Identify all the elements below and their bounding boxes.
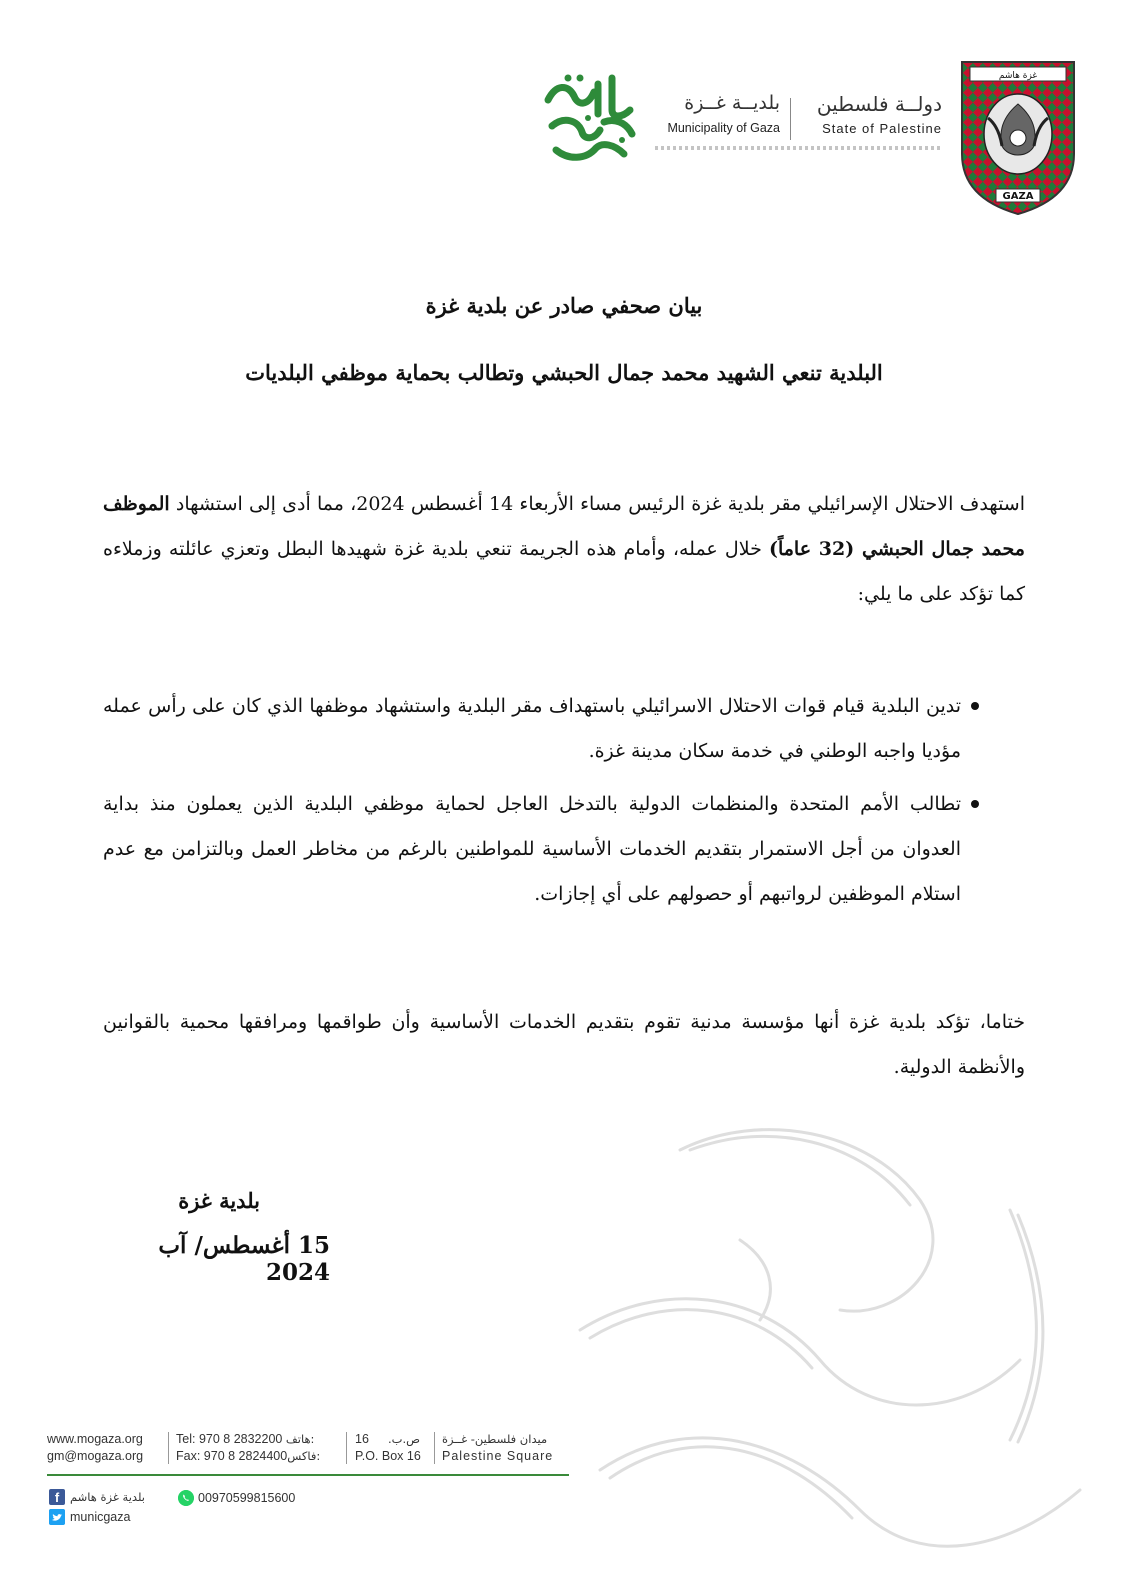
pobox-arabic: ص.ب. (388, 1432, 421, 1446)
fax-label-arabic: فاكس: (287, 1449, 321, 1463)
footer-tel (176, 1432, 314, 1446)
whatsapp-number[interactable]: 00970599815600 (198, 1491, 296, 1505)
list-item-text: تطالب الأمم المتحدة والمنظمات الدولية بالتدخل العاجل لحماية موظفي البلدية الذين يعملون منذ بداية العدوان من أجل الاستمرار بتقديم الخدمات الأساسية للمواطنين بالرغم من مخاطر العمل وبالتزامن مع عدم استلام الموظفين لرواتبهم أو حصولهم على أي إجازات. (103, 793, 961, 905)
gaza-municipality-seal (958, 58, 1078, 216)
state-name-english: State of Palestine (822, 121, 942, 136)
footer-website[interactable]: www.mogaza.org (47, 1432, 143, 1446)
whatsapp-icon[interactable] (178, 1490, 194, 1506)
intro-text-part1: استهدف الاحتلال الإسرائيلي مقر بلدية غزة الرئيس مساء الأربعاء 14 أغسطس 2024، مما أدى إلى استشهاد (169, 493, 1025, 515)
closing-paragraph: ختاما، تؤكد بلدية غزة أنها مؤسسة مدنية تقوم بتقديم الخدمات الأساسية وأن طواقمها ومرافقها محمية بالقوانين والأنظمة الدولية. (103, 1011, 1025, 1078)
state-name-arabic: دولــة فلسطين (816, 92, 942, 116)
fax-label: Fax: (176, 1449, 201, 1463)
header-decorative-line (655, 146, 943, 150)
municipality-name-english: Municipality of Gaza (667, 121, 780, 135)
martyr-name-bold: الموظف محمد جمال الحبشي (32 عاماً) (103, 493, 1025, 560)
seal-arabic-text: غزة هاشم (998, 71, 1038, 81)
twitter-handle[interactable]: municgaza (70, 1510, 131, 1524)
pobox-number: 16 (355, 1432, 369, 1446)
list-item (103, 782, 1025, 917)
footer-divider (168, 1432, 169, 1464)
footer-green-line (47, 1474, 569, 1476)
header-divider (790, 98, 791, 140)
footer-fax (176, 1449, 320, 1463)
demands-list (103, 684, 1025, 925)
watermark-calligraphy (540, 1110, 1120, 1590)
municipality-name-arabic: بلديــة غــزة (684, 92, 780, 114)
footer-email[interactable]: gm@mogaza.org (47, 1449, 144, 1463)
bullet-dot (971, 702, 979, 710)
footer-divider (434, 1432, 435, 1464)
fax-number: 970 8 2824400 (203, 1449, 288, 1463)
facebook-page[interactable]: بلدية غزة هاشم (70, 1490, 145, 1504)
signature: بلدية غزة (178, 1188, 260, 1213)
tel-number: 970 8 2832200 (198, 1432, 283, 1446)
list-item-text: تدين البلدية قيام قوات الاحتلال الاسرائيلي باستهداف مقر البلدية واستشهاد موظفها الذي كان على رأس عمله مؤديا واجبه الوطني في خدمة سكان مدينة غزة. (103, 695, 961, 762)
document-title: بيان صحفي صادر عن بلدية غزة (425, 293, 703, 318)
seal-label: GAZA (1002, 191, 1034, 202)
bullet-dot (971, 800, 979, 808)
facebook-icon[interactable]: f (49, 1489, 65, 1505)
tel-label-arabic: هاتف: (285, 1432, 315, 1446)
intro-text-part2: خلال عمله، وأمام هذه الجريمة تنعي بلدية غزة شهيدها البطل وتعزي عائلته وزملاءه كما تؤكد على ما يلي: (103, 538, 1025, 605)
tel-label: Tel: (176, 1432, 196, 1446)
intro-paragraph (103, 482, 1025, 617)
address-arabic: ميدان فلسطين- غــزة (442, 1432, 548, 1446)
calligraphy-slogan-logo (538, 70, 642, 166)
footer-divider (346, 1432, 347, 1464)
pobox-english: P.O. Box 16 (355, 1449, 421, 1463)
address-english: Palestine Square (442, 1449, 554, 1463)
list-item (103, 684, 1025, 774)
document-date: 15 أغسطس/ آب 2024 (158, 1232, 330, 1286)
twitter-icon[interactable] (49, 1509, 65, 1525)
document-subtitle: البلدية تنعي الشهيد محمد جمال الحبشي وتطالب بحماية موظفي البلديات (245, 360, 883, 385)
